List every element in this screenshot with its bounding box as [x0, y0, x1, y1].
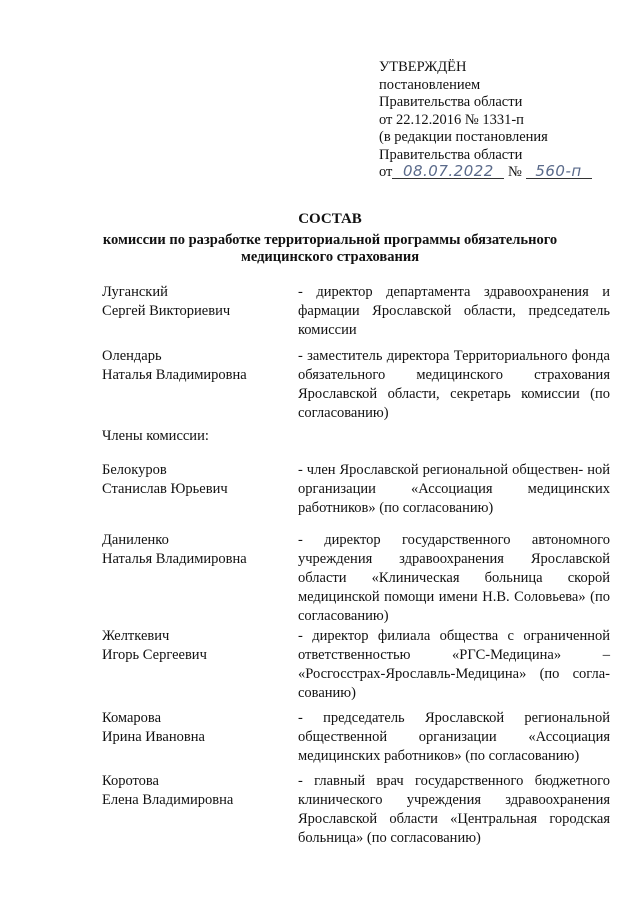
number-sign: № [508, 164, 522, 180]
approval-line: от 22.12.2016 № 1331-п [379, 111, 524, 128]
member-given-name: Станислав Юрьевич [102, 481, 228, 497]
member-given-name: Сергей Викториевич [102, 303, 231, 319]
member-name [102, 283, 292, 321]
member-role: - член Ярославской региональной обществен- ной организации «Ассоциация медицинских работников» (по согласованию) [298, 462, 610, 516]
approval-line: (в редакции постановления [379, 129, 548, 145]
document-title: СОСТАВ [298, 211, 362, 227]
member-name [102, 709, 292, 747]
member-role: - директор филиала общества с ограниченной ответственностью «РГС-Медицина» – «Росгосстрах-Ярославль-Медицина» (по согла- сованию) [298, 628, 610, 701]
member-given-name: Игорь Сергеевич [102, 647, 207, 663]
member-given-name: Ирина Ивановна [102, 729, 205, 745]
approval-line: постановлением [379, 76, 481, 93]
approval-line: УТВЕРЖДЁН [379, 59, 467, 75]
document-subtitle: комиссии по разработке территориальной программы обязательного медицинского страхования [102, 232, 558, 265]
member-name [102, 627, 292, 665]
handwritten-date: 08.07.2022 [392, 164, 504, 179]
member-name [102, 772, 292, 810]
member-name [102, 461, 292, 499]
member-given-name: Елена Владимировна [102, 792, 234, 808]
member-role: - директор государственного автономного учреждения здравоохранения Ярославской области «Клиническая больница скорой медицинской помощи имени Н.В. Соловьева» (по согласованию) [298, 532, 610, 624]
approval-stamp-block [379, 59, 619, 182]
approval-line: Правительства области [379, 94, 523, 110]
member-surname: Желткевич [102, 628, 170, 644]
members-label: Члены комиссии: [102, 428, 209, 444]
member-role: - главный врач государственного бюджетного клинического учреждения здравоохранения Ярославской области «Центральная городская больница» (по согласованию) [298, 773, 610, 846]
approval-line: Правительства области [379, 146, 523, 163]
member-name [102, 347, 292, 385]
member-surname: Белокуров [102, 462, 167, 478]
member-surname: Олендарь [102, 348, 162, 364]
member-given-name: Наталья Владимировна [102, 367, 247, 383]
member-role: - председатель Ярославской региональной общественной организации «Ассоциация медицинских работников» (по согласованию) [298, 710, 610, 764]
member-role: - заместитель директора Территориального фонда обязательного медицинского страхования Ярославской области, секретарь комиссии (по согласованию) [298, 348, 610, 421]
approval-date-line [379, 164, 619, 182]
member-surname: Комарова [102, 710, 162, 726]
member-name [102, 531, 292, 569]
member-surname: Даниленко [102, 532, 169, 548]
approval-from-prefix: от [379, 164, 393, 180]
member-surname: Коротова [102, 773, 159, 789]
member-given-name: Наталья Владимировна [102, 551, 247, 567]
member-surname: Луганский [102, 284, 168, 300]
member-role: - директор департамента здравоохранения и фармации Ярославской области, председатель комиссии [298, 284, 610, 338]
handwritten-number: 560-п [526, 164, 592, 179]
